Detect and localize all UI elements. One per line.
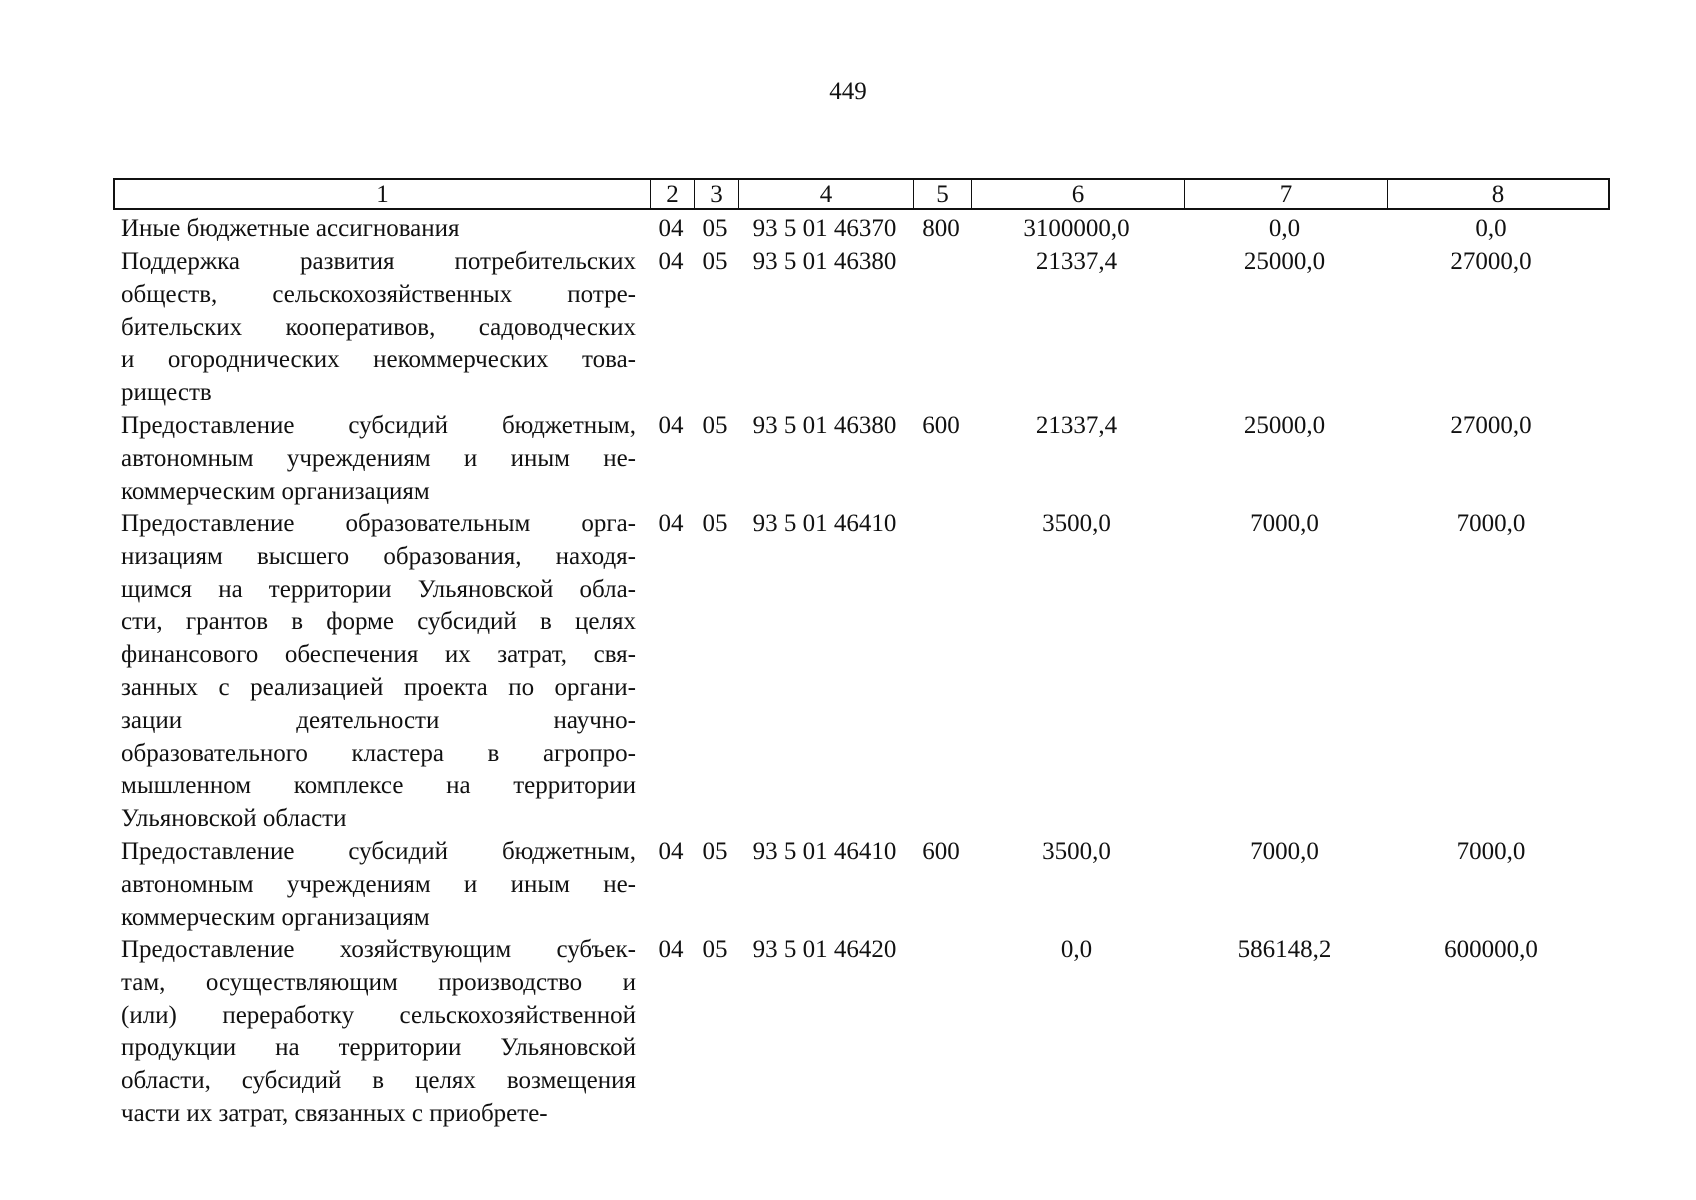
description-line: Иные бюджетные ассигнования	[121, 215, 460, 242]
cell-col-7: 7000,0	[1250, 510, 1319, 537]
description-line: щимся на территории Ульяновской обла-	[121, 575, 636, 603]
row-description	[121, 246, 636, 410]
description-line: занных с реализацией проекта по органи-	[121, 673, 636, 701]
cell-col-4: 93 5 01 46420	[752, 936, 897, 963]
cell-col-6: 0,0	[1060, 936, 1093, 963]
cell-col-2: 04	[658, 936, 684, 963]
cell-col-6: 3500,0	[1042, 510, 1111, 537]
cell-col-2: 04	[658, 412, 684, 439]
cell-col-5: 600	[922, 838, 960, 865]
description-line: коммерческим организациям	[121, 903, 430, 931]
cell-col-4: 93 5 01 46380	[752, 412, 897, 439]
cell-col-8: 27000,0	[1450, 412, 1532, 439]
cell-col-7: 586148,2	[1237, 936, 1332, 963]
description-line: Предоставление хозяйствующим субъек-	[121, 936, 636, 963]
cell-col-2: 04	[658, 838, 684, 865]
description-line: обществ, сельскохозяйственных потре-	[121, 280, 636, 308]
header-col-6: 6	[972, 180, 1185, 208]
cell-col-6: 21337,4	[1035, 412, 1118, 439]
cell-col-5: 600	[922, 412, 960, 439]
description-line: Поддержка развития потребительских	[121, 248, 636, 275]
description-line: мышленном комплексе на территории	[121, 772, 636, 800]
description-line: Предоставление субсидий бюджетным,	[121, 838, 636, 865]
table-header	[113, 178, 1610, 210]
description-line: Предоставление субсидий бюджетным,	[121, 412, 636, 439]
cell-col-6: 3500,0	[1042, 838, 1111, 865]
cell-col-8: 0,0	[1475, 215, 1507, 242]
cell-col-4: 93 5 01 46410	[752, 838, 897, 865]
cell-col-3: 05	[702, 936, 728, 963]
description-line: продукции на территории Ульяновской	[121, 1034, 636, 1062]
cell-col-7: 0,0	[1268, 215, 1301, 242]
description-line: области, субсидий в целях возмещения	[121, 1067, 636, 1095]
row-description	[121, 508, 636, 836]
cell-col-4: 93 5 01 46410	[752, 510, 897, 537]
description-line: сти, грантов в форме субсидий в целях	[121, 608, 636, 636]
description-line: коммерческим организациям	[121, 477, 430, 505]
header-col-7: 7	[1185, 180, 1388, 208]
cell-col-5: 800	[922, 215, 960, 242]
page-number: 449	[829, 78, 867, 105]
description-line: Предоставление образовательным орга-	[121, 510, 636, 537]
cell-col-8: 600000,0	[1444, 936, 1538, 963]
cell-col-6: 21337,4	[1035, 248, 1118, 275]
cell-col-3: 05	[702, 838, 728, 865]
row-description	[121, 934, 636, 1131]
description-line: зации деятельности научно-	[121, 706, 636, 734]
cell-col-3: 05	[702, 215, 728, 242]
description-line: финансового обеспечения их затрат, свя-	[121, 641, 636, 669]
cell-col-2: 04	[658, 248, 684, 275]
description-line: риществ	[121, 379, 212, 407]
row-description	[121, 836, 636, 934]
description-line: автономным учреждениям и иным не-	[121, 444, 636, 472]
cell-col-3: 05	[702, 510, 728, 537]
description-line: Ульяновской области	[121, 805, 347, 833]
cell-col-8: 7000,0	[1456, 838, 1526, 865]
cell-col-2: 04	[658, 215, 684, 242]
cell-col-3: 05	[702, 412, 728, 439]
header-col-2: 2	[651, 180, 695, 208]
cell-col-4: 93 5 01 46370	[752, 215, 897, 242]
row-description	[121, 213, 636, 246]
cell-col-4: 93 5 01 46380	[752, 248, 897, 275]
header-col-4: 4	[739, 180, 914, 208]
description-line: автономным учреждениям и иным не-	[121, 870, 636, 898]
header-col-1: 1	[115, 180, 651, 208]
description-line: там, осуществляющим производство и	[121, 968, 636, 996]
cell-col-7: 25000,0	[1243, 412, 1326, 439]
header-col-5: 5	[914, 180, 972, 208]
description-line: (или) переработку сельскохозяйственной	[121, 1001, 636, 1029]
cell-col-8: 27000,0	[1450, 248, 1532, 275]
description-line: части их затрат, связанных с приобрете-	[121, 1099, 548, 1127]
description-line: образовательного кластера в агропро-	[121, 739, 636, 767]
cell-col-8: 7000,0	[1456, 510, 1526, 537]
row-description	[121, 410, 636, 508]
cell-col-6: 3100000,0	[1023, 215, 1130, 242]
description-line: бительских кооперативов, садоводческих	[121, 313, 636, 341]
cell-col-3: 05	[702, 248, 728, 275]
cell-col-7: 7000,0	[1250, 838, 1319, 865]
description-line: и огороднических некоммерческих това-	[121, 346, 636, 374]
header-col-8: 8	[1491, 181, 1505, 208]
cell-col-7: 25000,0	[1243, 248, 1326, 275]
cell-col-2: 04	[658, 510, 684, 537]
description-line: низациям высшего образования, находя-	[121, 542, 636, 570]
header-col-3: 3	[695, 180, 739, 208]
